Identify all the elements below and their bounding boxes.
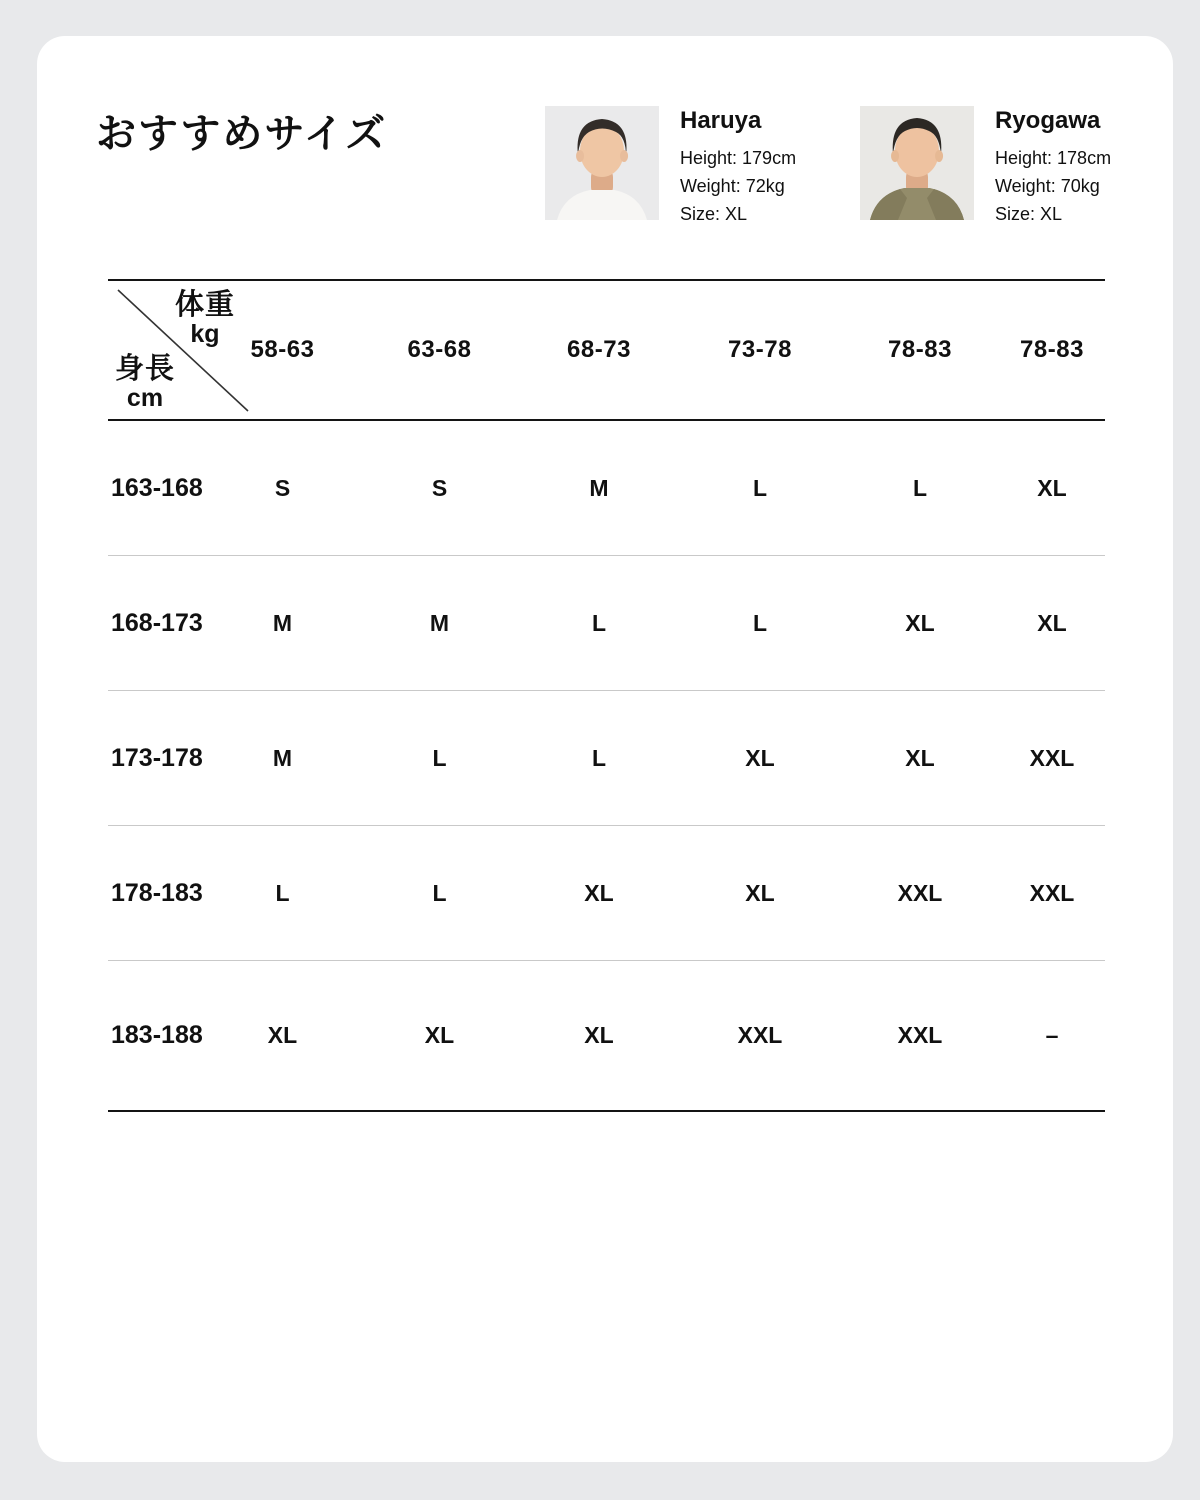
model-card-haruya [545,106,832,228]
table-row [108,421,1105,556]
model-photo-ryogawa [860,106,974,220]
size-cell: XL [584,1022,614,1048]
table-header-row [108,279,1105,421]
weight-column-header: 78-83 [1020,336,1084,363]
size-cell: L [275,879,290,906]
size-cell: L [591,609,607,636]
size-cell: XXL [897,1022,943,1048]
size-cell: XL [905,744,935,771]
height-range-label: 183-188 [111,1021,203,1049]
size-cell: M [272,609,293,636]
weight-axis-label: 体重 kg [174,289,235,348]
model-height: Height: 178cm [995,148,1112,168]
size-cell: L [752,609,768,636]
size-cell: XXL [1029,879,1075,906]
size-cell: XL [424,1022,455,1048]
model-name: Haruya [680,107,762,134]
models-section [545,106,1147,228]
model-height: Height: 179cm [680,148,797,168]
model-weight: Weight: 70kg [995,176,1100,196]
model-card-ryogawa [860,106,1147,228]
table-row [108,826,1105,961]
model-photo-haruya [545,106,659,220]
weight-column-header: 63-68 [407,336,472,363]
size-cell: XL [905,609,935,636]
model-size: Size: XL [995,204,1063,224]
size-cell: M [272,744,293,771]
size-cell: XL [584,879,614,906]
size-cell: – [1045,1022,1059,1048]
page-title: おすすめサイズ [96,112,388,156]
size-cell: XXL [1029,744,1075,771]
size-cell: XXL [897,879,943,906]
model-weight: Weight: 72kg [680,176,785,196]
height-range-label: 168-173 [111,608,203,637]
table-row [108,961,1105,1112]
weight-column-header: 68-73 [567,336,631,363]
size-cell: L [591,744,607,771]
size-cell: L [432,744,447,771]
model-size: Size: XL [680,204,748,224]
weight-column-header: 58-63 [250,336,315,363]
size-cell: M [429,609,450,636]
corner-cell [108,281,260,419]
size-cell: S [431,474,448,501]
male-portrait-icon [860,106,974,220]
weight-column-header: 78-83 [888,336,952,363]
size-cell: M [589,474,609,501]
size-cell: S [274,474,291,501]
height-range-label: 178-183 [111,878,203,907]
size-cell: L [912,474,928,501]
height-range-label: 173-178 [111,743,203,772]
size-cell: L [432,879,447,906]
size-cell: XL [267,1022,298,1048]
table-row [108,691,1105,826]
size-cell: XL [745,744,775,771]
height-range-label: 163-168 [111,473,203,502]
size-cell: L [752,474,768,501]
height-axis-label: 身長 cm [114,353,175,412]
size-cell: XL [1037,609,1067,636]
table-row [108,556,1105,691]
size-guide-card [37,36,1173,1462]
weight-column-header: 73-78 [728,336,792,363]
model-info-haruya [680,106,832,228]
size-chart-table [108,279,1105,1112]
model-info-ryogawa [995,106,1147,228]
male-portrait-icon [545,106,659,220]
size-cell: XXL [737,1022,783,1048]
size-cell: XL [745,879,775,906]
model-name: Ryogawa [995,107,1101,134]
size-cell: XL [1037,474,1067,501]
